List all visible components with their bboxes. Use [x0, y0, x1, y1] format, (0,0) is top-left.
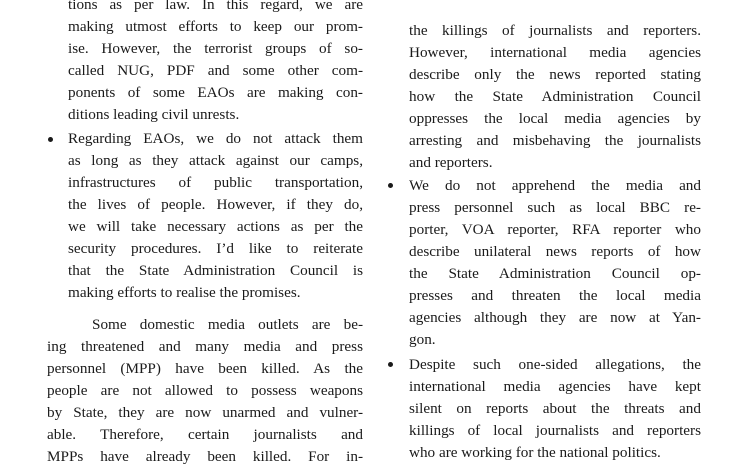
text-line: making utmost efforts to keep our prom- [68, 18, 363, 35]
bullet-icon [48, 137, 53, 142]
text-line: tions as per law. In this regard, we are [68, 0, 363, 13]
text-line: ing threatened and many media and press [47, 338, 363, 355]
text-line: However, international media agencies [409, 44, 701, 61]
text-line: able. Therefore, certain journalists and [47, 426, 363, 443]
bullet-icon [388, 183, 393, 188]
text-line: the State Administration Council op- [409, 265, 701, 282]
text-line: we will take necessary actions as per the [68, 218, 363, 235]
text-line: agencies although they are now at Yan- [409, 309, 701, 326]
text-line: infrastructures of public transportation, [68, 174, 363, 191]
text-line: oppresses the local media agencies by [409, 110, 701, 127]
text-line: that the State Administration Council is [68, 262, 363, 279]
text-line: describe only the news reported stating [409, 66, 701, 83]
text-line: silent on reports about the threats and [409, 400, 701, 417]
text-line: Some domestic media outlets are be- [92, 316, 363, 333]
text-line: as long as they attack against our camps, [68, 152, 363, 169]
text-line: how the State Administration Council [409, 88, 701, 105]
text-line: and reporters. [409, 154, 493, 171]
bullet-icon [388, 362, 393, 367]
text-line: Despite such one-sided allegations, the [409, 356, 701, 373]
text-line: describe unilateral news reports of how [409, 243, 701, 260]
text-line: gon. [409, 331, 436, 348]
text-line: Regarding EAOs, we do not attack them [68, 130, 363, 147]
text-line: people are not allowed to possess weapons [47, 382, 363, 399]
text-line: security procedures. I’d like to reiterate [68, 240, 363, 257]
text-line: arresting and misbehaving the journalists [409, 132, 701, 149]
text-line: MPPs have already been killed. For in- [47, 448, 363, 465]
text-line: who are working for the national politics. [409, 444, 661, 461]
text-line: presses and threaten the local media [409, 287, 701, 304]
text-line: the killings of journalists and reporters. [409, 22, 701, 39]
text-line: called NUG, PDF and some other com- [68, 62, 363, 79]
text-line: the lives of people. However, if they do, [68, 196, 363, 213]
text-line: killings of local journalists and reporters [409, 422, 701, 439]
text-line: porter, VOA reporter, RFA reporter who [409, 221, 701, 238]
text-line: international media agencies have kept [409, 378, 701, 395]
text-line: ise. However, the terrorist groups of so- [68, 40, 363, 57]
text-line: ditions leading civil unrests. [68, 106, 240, 123]
text-line: ponents of some EAOs are making con- [68, 84, 363, 101]
text-line: making efforts to realise the promises. [68, 284, 301, 301]
text-line: We do not apprehend the media and [409, 177, 701, 194]
text-line: by State, they are now unarmed and vulner- [47, 404, 363, 421]
text-line: personnel (MPP) have been killed. As the [47, 360, 363, 377]
text-line: press personnel such as local BBC re- [409, 199, 701, 216]
